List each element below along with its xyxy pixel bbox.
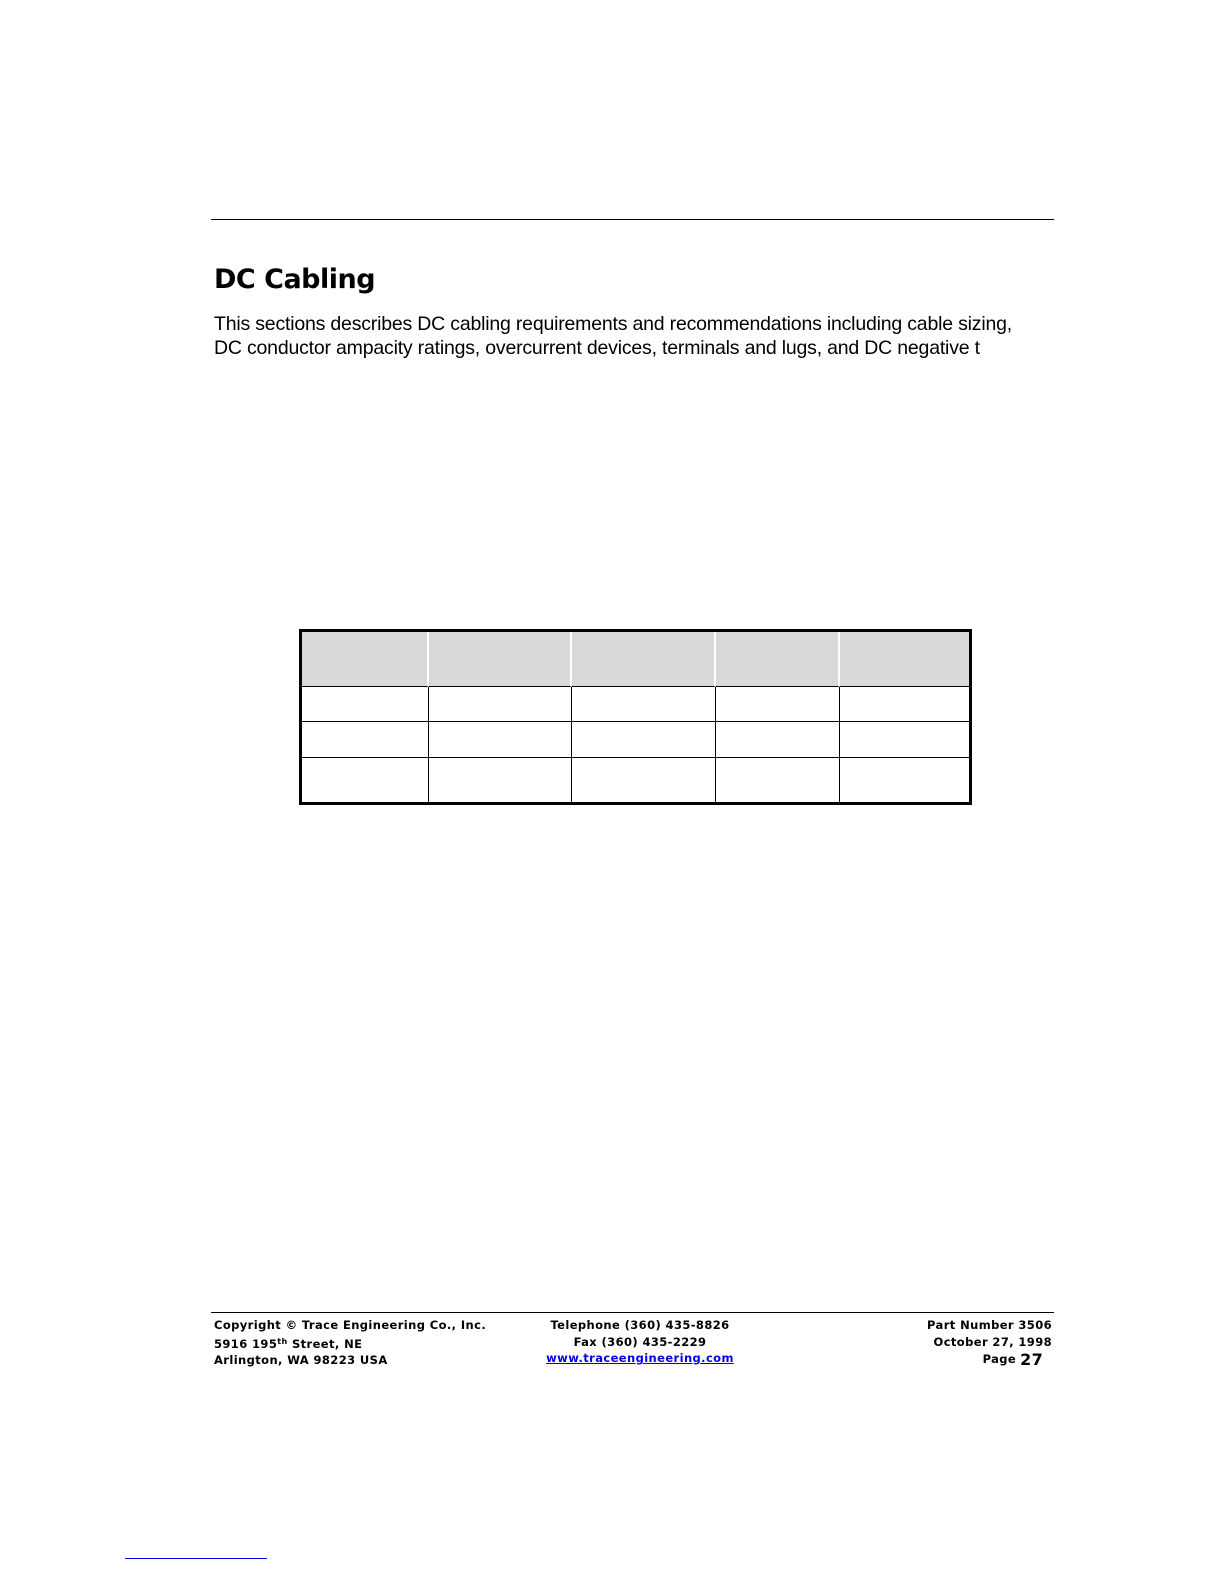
footer-part-number: Part Number 3506 [927,1318,1052,1332]
footer-document-info [927,1317,1052,1368]
table-cell [716,687,840,722]
table-cell [840,687,969,722]
table-cell [572,758,716,802]
table-header-row [302,632,969,687]
footer-fax: Fax (360) 435-2229 [573,1334,707,1349]
table-row [302,722,969,758]
table-cell [716,758,840,802]
footer-street [214,1334,486,1353]
footer-street-number: 5916 195 [214,1336,278,1351]
table-cell [302,722,429,758]
table-cell [429,722,572,758]
footer-page [927,1350,1052,1368]
page-number: 27 [1020,1350,1044,1369]
table-cell [429,758,572,802]
cable-table [299,629,972,805]
footer-street-suffix: th [277,1336,288,1346]
table-cell [572,722,716,758]
footer-street-name: Street, NE [287,1336,363,1351]
footer-website-link[interactable]: www.traceengineering.com [546,1351,734,1365]
table-cell [429,687,572,722]
table-cell [572,687,716,722]
table-header-cell [840,632,969,687]
table-header-cell [716,632,840,687]
section-intro: This sections describes DC cabling requirements and recommendations including cable sizing, DC conductor ampacity ratings, overcurrent devices, terminals and lugs, and DC negative t [214,313,1012,359]
table-cell [840,758,969,802]
footer-telephone: Telephone (360) 435-8826 [550,1318,730,1332]
header-rule [211,219,1054,220]
section-title: DC Cabling [214,264,376,295]
table-cell [716,722,840,758]
table-cell [302,758,429,802]
footer-rule [211,1312,1054,1313]
table-cell [302,687,429,722]
footer-page-label: Page [982,1352,1017,1366]
table-header-cell [429,632,572,687]
table-header-cell [572,632,716,687]
footer-city: Arlington, WA 98223 USA [214,1353,388,1367]
footer-copyright: Copyright © Trace Engineering Co., Inc. [214,1318,487,1332]
table-row [302,758,969,802]
table-row [302,687,969,722]
footer-contact [540,1317,740,1367]
table-header-cell [302,632,429,687]
footer-date: October 27, 1998 [933,1334,1052,1349]
table-cell [840,722,969,758]
bottom-link-rule [125,1558,267,1559]
footer-company [214,1317,486,1369]
